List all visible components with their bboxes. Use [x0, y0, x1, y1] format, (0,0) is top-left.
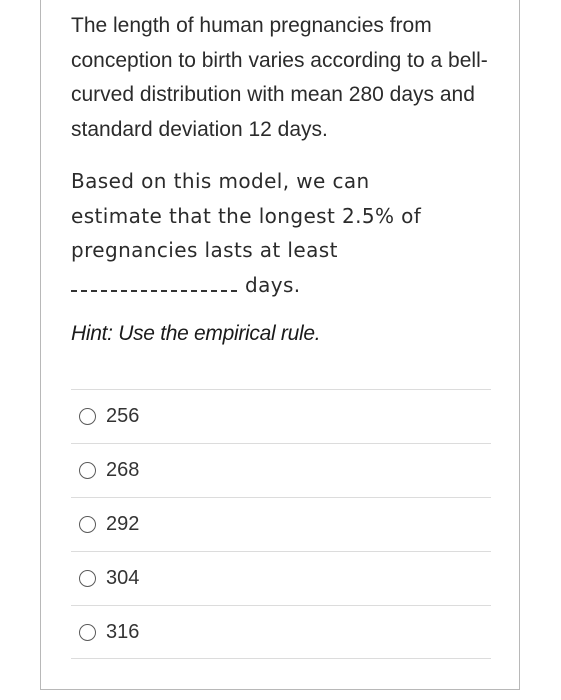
option-label: 256: [106, 405, 140, 427]
answer-blank: [71, 290, 237, 292]
radio-button[interactable]: [79, 408, 96, 425]
radio-button[interactable]: [79, 624, 96, 641]
question-paragraph-2: [71, 164, 501, 302]
blank-suffix: days.: [245, 272, 301, 297]
option-256[interactable]: [71, 389, 491, 443]
radio-button[interactable]: [79, 570, 96, 587]
option-label: 268: [106, 459, 140, 481]
question-paragraph-1: The length of human pregnancies from conception to birth varies according to a bell-curved distribution with mean 280 days and standard deviation 12 days.: [71, 14, 488, 141]
option-label: 316: [106, 620, 140, 643]
question-line: estimate that the longest 2.5% of: [71, 203, 422, 228]
question-text: [71, 9, 501, 302]
option-268[interactable]: [71, 443, 491, 497]
option-label: 304: [106, 567, 140, 589]
question-line: pregnancies lasts at least: [71, 238, 338, 262]
answer-options: [71, 389, 491, 659]
option-304[interactable]: [71, 551, 491, 605]
question-card: [40, 0, 520, 690]
radio-button[interactable]: [79, 516, 96, 533]
radio-button[interactable]: [79, 462, 96, 479]
question-line: Based on this model, we can: [71, 169, 370, 193]
hint-text: Hint: Use the empirical rule.: [71, 322, 321, 345]
option-label: 292: [106, 513, 140, 535]
option-292[interactable]: [71, 497, 491, 551]
option-316[interactable]: [71, 605, 491, 659]
